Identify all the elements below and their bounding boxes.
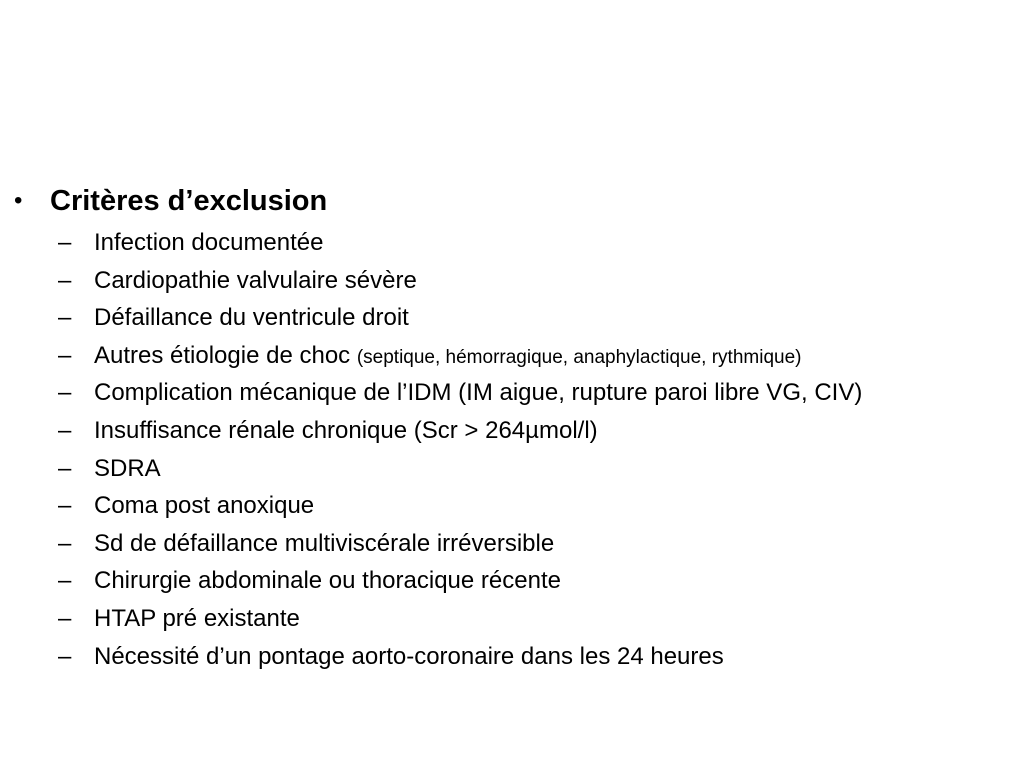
dash-icon: – <box>58 416 72 444</box>
list-item-text <box>94 338 801 376</box>
list-item-label: SDRA <box>94 454 161 482</box>
list-item <box>0 563 1024 601</box>
list-item-text <box>94 451 161 487</box>
list-item-label: Chirurgie abdominale ou thoracique récente <box>94 567 561 595</box>
heading-row <box>0 181 1024 223</box>
list-item-label: Nécessité d’un pontage aorto-coronaire dans les 24 heures <box>94 642 724 670</box>
list-item-label: Insuffisance rénale chronique (Scr > 264µmol/l) <box>94 416 598 444</box>
bullet-icon: • <box>14 187 23 214</box>
slide-heading: Critères d’exclusion <box>50 185 328 217</box>
list-item-label: Défaillance du ventricule droit <box>94 304 409 332</box>
dash-icon: – <box>58 567 72 595</box>
list-item-label: Complication mécanique de l’IDM (IM aigue, rupture paroi libre VG, CIV) <box>94 379 863 407</box>
dash-icon: – <box>58 379 72 407</box>
dash-icon: – <box>58 529 72 557</box>
dash-icon: – <box>58 492 72 520</box>
list-item-note: (septique, hémorragique, anaphylactique, rythmique) <box>356 346 802 368</box>
list-item-label: Coma post anoxique <box>94 492 315 520</box>
list-item <box>0 300 1024 338</box>
list-item-label: Sd de défaillance multiviscérale irréversible <box>94 529 555 557</box>
dash-icon: – <box>58 454 72 482</box>
list-item <box>0 526 1024 564</box>
dash-icon: – <box>58 229 72 256</box>
list-item-text <box>94 526 554 562</box>
dash-icon: – <box>58 304 72 332</box>
dash-icon: – <box>58 266 72 294</box>
list-item <box>0 601 1024 639</box>
list-item-label: Autres étiologie de choc <box>94 341 357 369</box>
list-item <box>0 263 1024 301</box>
list-item <box>0 338 1024 376</box>
list-item <box>0 413 1024 451</box>
list-item-label: Cardiopathie valvulaire sévère <box>94 266 417 294</box>
list-item-label: HTAP pré existante <box>94 604 300 632</box>
list-item-text <box>94 263 417 299</box>
list-item-text <box>94 300 409 336</box>
list-item-label: Infection documentée <box>94 229 324 256</box>
list-item-text <box>94 413 598 449</box>
list-item-text <box>94 225 324 261</box>
exclusion-criteria-list <box>0 225 1024 676</box>
list-item <box>0 639 1024 677</box>
dash-icon: – <box>58 341 72 369</box>
list-item-text <box>94 375 862 411</box>
list-item-text <box>94 488 314 524</box>
list-item-text <box>94 601 300 637</box>
list-item <box>0 375 1024 413</box>
list-item <box>0 488 1024 526</box>
list-item-text <box>94 563 561 599</box>
list-item <box>0 225 1024 263</box>
list-item <box>0 451 1024 489</box>
dash-icon: – <box>58 642 72 670</box>
dash-icon: – <box>58 604 72 632</box>
list-item-text <box>94 639 724 675</box>
